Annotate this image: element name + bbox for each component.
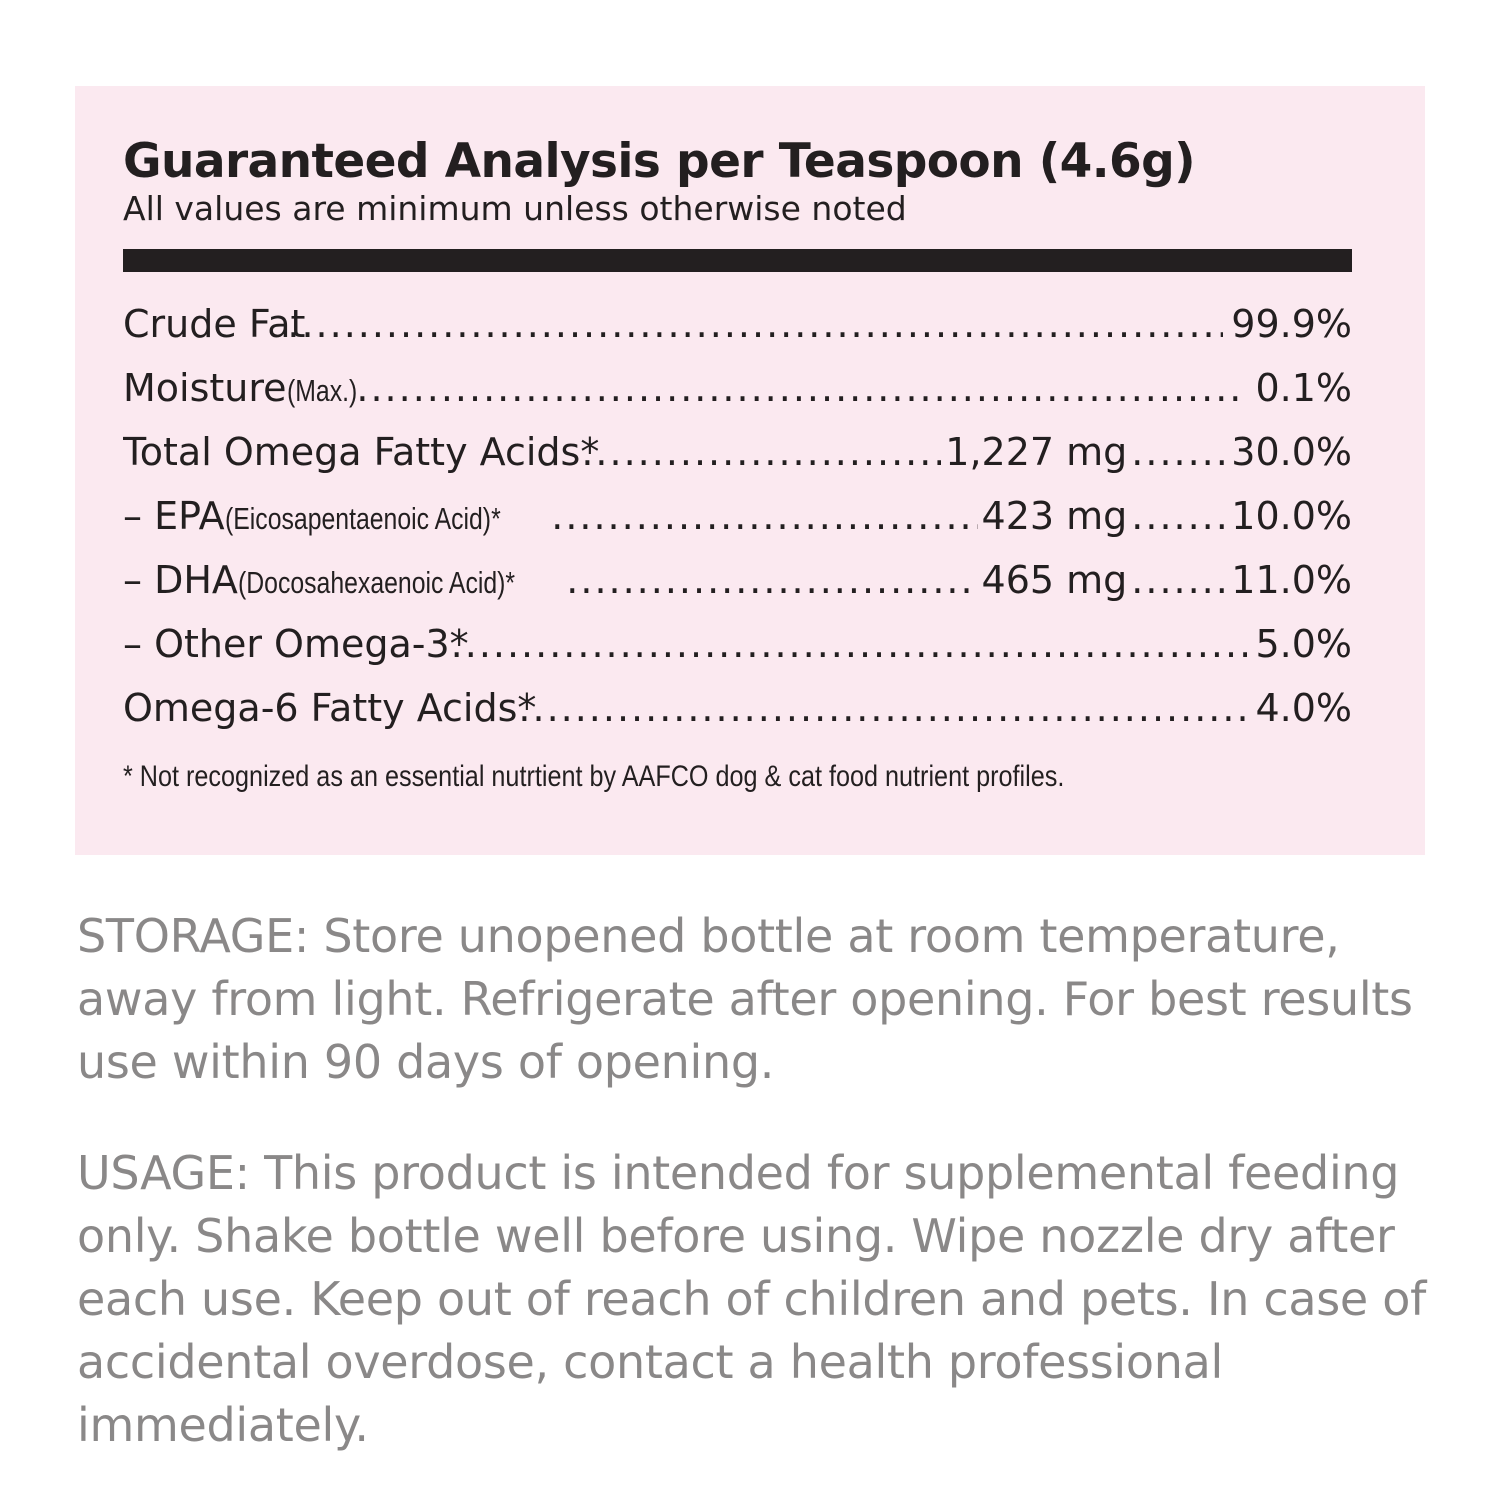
storage-instructions: STORAGE: Store unopened bottle at room temperature, away from light. Refrigerate after opening. For best results use within 90 days of opening.	[77, 909, 1413, 1089]
nutrient-qualifier: (Docosahexaenoic Acid)*	[237, 565, 516, 601]
heavy-divider	[123, 249, 1352, 272]
analysis-row	[123, 686, 1352, 750]
nutrient-label: – EPA	[123, 494, 225, 539]
dot-leader	[551, 494, 977, 538]
panel-title: Guaranteed Analysis per Teaspoon (4.6g)	[123, 134, 1196, 189]
dot-leader	[451, 622, 1248, 666]
dot-leader	[1131, 494, 1231, 538]
nutrient-percent: 4.0%	[1255, 686, 1352, 731]
nutrient-percent: 30.0%	[1231, 430, 1352, 475]
nutrient-label: – Other Omega-3*	[123, 622, 469, 667]
nutrient-percent: 99.9%	[1231, 302, 1352, 347]
analysis-row	[123, 622, 1352, 686]
analysis-table	[123, 302, 1352, 750]
analysis-row	[123, 302, 1352, 366]
nutrient-percent: 11.0%	[1231, 558, 1352, 603]
dot-leader	[1131, 430, 1231, 474]
nutrient-amount: 423 mg	[981, 494, 1128, 539]
nutrient-qualifier: (Eicosapentaenoic Acid)*	[224, 501, 501, 537]
panel-subtitle: All values are minimum unless otherwise noted	[123, 189, 907, 228]
dot-leader	[518, 686, 1247, 730]
footnote: * Not recognized as an essential nutrtient by AAFCO dog & cat food nutrient profiles.	[123, 760, 1065, 794]
nutrient-label: Omega-6 Fatty Acids*	[123, 686, 537, 731]
nutrient-percent: 0.1%	[1255, 366, 1352, 411]
usage-instructions: USAGE: This product is intended for supplemental feeding only. Shake bottle well before using. Wipe nozzle dry after each use. Keep out of reach of children and pets. In case of accidental overdose, contact a health professional immediately.	[77, 1146, 1426, 1452]
nutrient-qualifier: (Max.)	[286, 373, 357, 409]
dot-leader	[1131, 558, 1231, 602]
dot-leader	[566, 558, 977, 602]
nutrient-percent: 5.0%	[1255, 622, 1352, 667]
nutrient-amount: 465 mg	[981, 558, 1128, 603]
nutrient-label: Moisture	[123, 366, 287, 411]
guaranteed-analysis-panel	[75, 86, 1425, 855]
analysis-row	[123, 558, 1352, 622]
dot-leader	[356, 366, 1247, 410]
nutrient-amount: 1,227 mg	[945, 430, 1128, 475]
analysis-row	[123, 494, 1352, 558]
nutrient-label: – DHA	[123, 558, 238, 603]
dot-leader	[287, 302, 1223, 346]
nutrient-percent: 10.0%	[1231, 494, 1352, 539]
analysis-row	[123, 430, 1352, 494]
dot-leader	[581, 430, 941, 474]
analysis-row	[123, 366, 1352, 430]
nutrient-label: Crude Fat	[123, 302, 306, 347]
nutrient-label: Total Omega Fatty Acids*	[123, 430, 600, 475]
